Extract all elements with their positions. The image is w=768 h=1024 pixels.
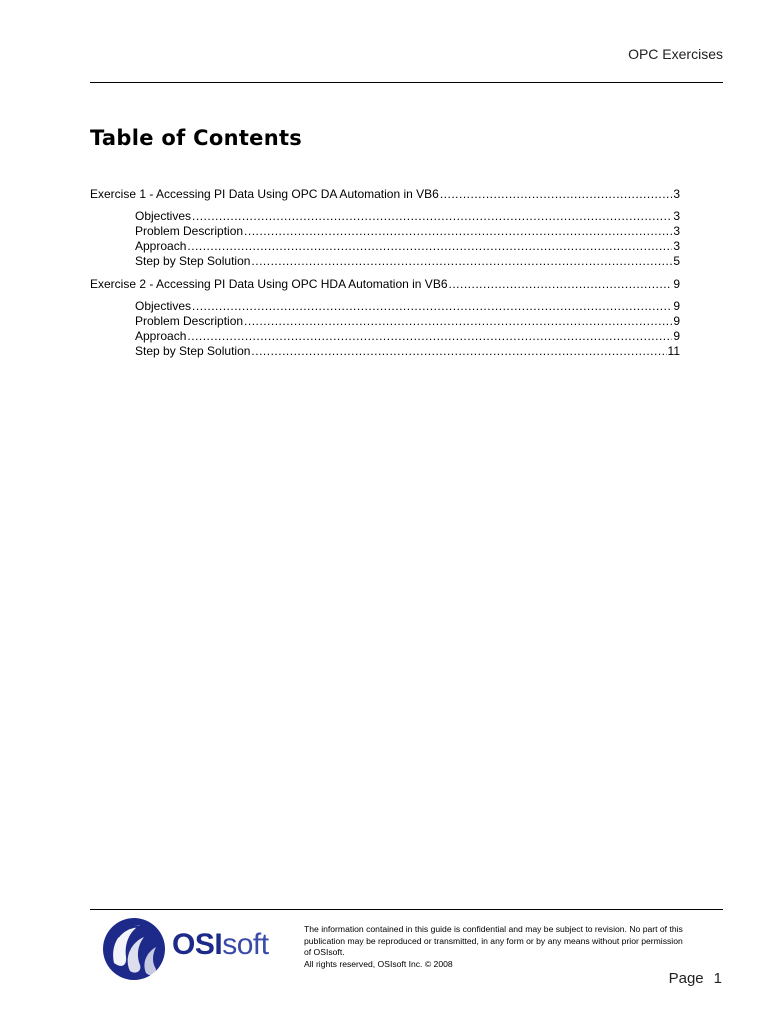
notice-line: of OSIsoft. (304, 947, 345, 957)
toc-entry-exercise-1[interactable] (90, 187, 680, 202)
dot-leader (449, 277, 673, 292)
table-of-contents (90, 187, 680, 359)
toc-section-page: 3 (673, 239, 680, 253)
toc-section-page: 9 (673, 299, 680, 313)
footer-rule (90, 909, 723, 910)
toc-section-page: 9 (673, 314, 680, 328)
notice-line: publication may be reproduced or transmitted, in any form or by any means without prior permission (304, 935, 683, 946)
dot-leader (187, 329, 672, 344)
copyright-line: All rights reserved, OSIsoft Inc. © 2008 (304, 958, 453, 969)
dot-leader (187, 239, 672, 254)
dot-leader (251, 254, 672, 269)
page-number: 1 (713, 970, 722, 987)
dot-leader (192, 209, 672, 224)
toc-section-title: Step by Step Solution (135, 254, 251, 268)
page-word: Page (668, 970, 704, 987)
toc-section-title: Problem Description (135, 314, 244, 328)
toc-section-page: 11 (667, 344, 680, 358)
toc-entry-exercise-2[interactable] (90, 277, 680, 292)
toc-section-step-by-step-solution[interactable] (90, 254, 680, 269)
toc-section-approach[interactable] (90, 239, 680, 254)
page-number-label (669, 970, 722, 987)
toc-section-page: 3 (673, 209, 680, 223)
logo-text-bold: OSI (172, 928, 223, 961)
toc-section-title: Approach (135, 329, 187, 343)
dot-leader (251, 344, 666, 359)
toc-section-title: Objectives (135, 209, 192, 223)
document-header-title: OPC Exercises (628, 46, 723, 62)
toc-section-problem-description[interactable] (90, 224, 680, 239)
toc-entry-title: Exercise 2 - Accessing PI Data Using OPC HDA Automation in VB6 (90, 277, 448, 291)
toc-section-step-by-step-solution[interactable] (90, 344, 680, 359)
toc-section-objectives[interactable] (90, 209, 680, 224)
osisoft-logo-wordmark (172, 928, 269, 962)
dot-leader (192, 299, 672, 314)
toc-section-title: Step by Step Solution (135, 344, 251, 358)
header-rule (90, 82, 723, 83)
dot-leader (244, 224, 672, 239)
logo-text-light: soft (222, 928, 269, 961)
toc-section-page: 5 (673, 254, 680, 268)
toc-section-objectives[interactable] (90, 299, 680, 314)
toc-section-title: Problem Description (135, 224, 244, 238)
toc-section-approach[interactable] (90, 329, 680, 344)
toc-entry-title: Exercise 1 - Accessing PI Data Using OPC DA Automation in VB6 (90, 187, 439, 201)
toc-section-title: Approach (135, 239, 187, 253)
toc-entry-page: 3 (673, 187, 680, 201)
notice-line: The information contained in this guide is confidential and may be subject to revision. No part of this (304, 924, 683, 934)
toc-entry-page: 9 (673, 277, 680, 291)
toc-heading: Table of Contents (90, 126, 303, 150)
toc-section-page: 9 (673, 329, 680, 343)
toc-section-problem-description[interactable] (90, 314, 680, 329)
dot-leader (244, 314, 672, 329)
toc-section-page: 3 (673, 224, 680, 238)
confidentiality-notice (304, 924, 724, 970)
toc-section-title: Objectives (135, 299, 192, 313)
dot-leader (440, 187, 672, 202)
